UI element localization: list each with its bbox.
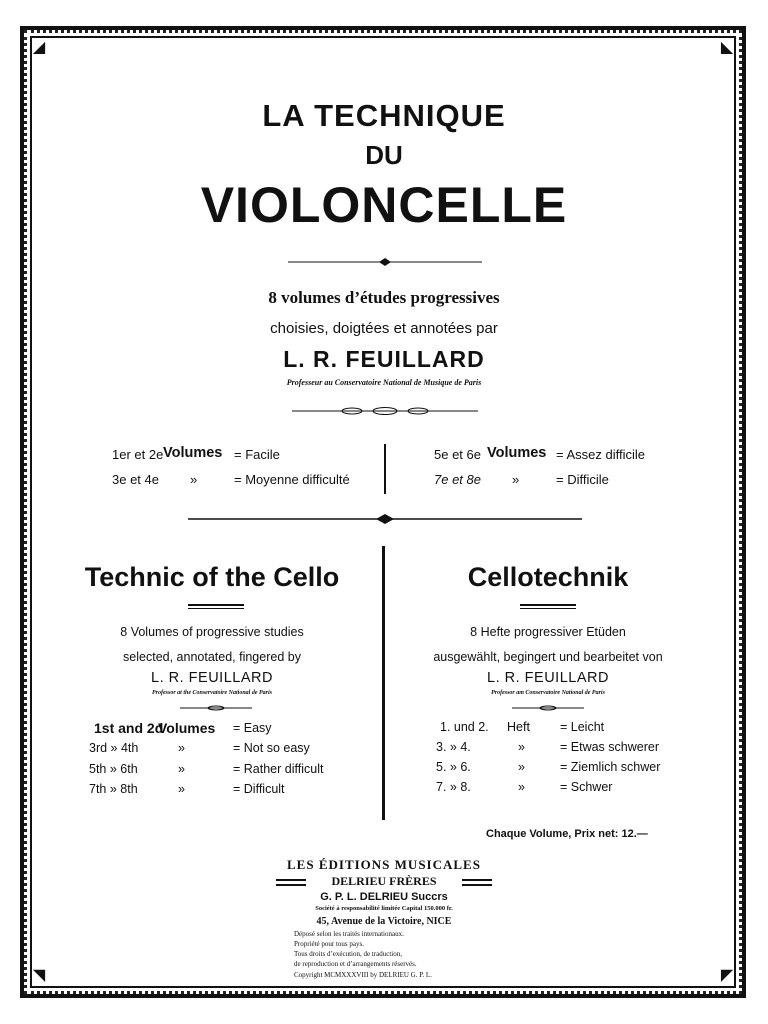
level-fr-eq: = Facile <box>234 447 280 462</box>
german-row-vols: 5. » 6. <box>436 760 471 774</box>
heading-underline <box>188 608 244 609</box>
english-row-eq: = Easy <box>233 721 272 735</box>
english-row-vols: 1st and 2d <box>94 720 164 736</box>
german-desc-2: ausgewählt, begingert und bearbeitet von <box>433 650 663 664</box>
legal-line-2: Propriété pour tous pays. <box>294 940 364 948</box>
corner-ornament-icon: ◥ <box>32 965 46 984</box>
heading-underline <box>520 604 576 606</box>
publisher-line-3: G. P. L. DELRIEU Succrs <box>320 891 448 903</box>
title-line-2: DU <box>365 140 403 170</box>
heading-underline <box>520 608 576 609</box>
german-row-eq: = Leicht <box>560 720 605 734</box>
publisher-line-2: DELRIEU FRÈRES <box>331 874 437 888</box>
level-fr-word: Volumes <box>487 445 547 461</box>
german-row-word: » <box>518 740 525 754</box>
section-divider-ornament-icon <box>188 513 582 527</box>
german-row-vols: 3. » 4. <box>436 740 471 754</box>
german-row-word: » <box>518 760 525 774</box>
english-row-word: » <box>178 762 185 776</box>
publisher-line-4: Société à responsabilité limitée Capital 150.000 fr. <box>315 905 453 912</box>
divider-ornament-icon <box>512 704 584 712</box>
price-line: Chaque Volume, Prix net: 12.— <box>486 828 648 840</box>
level-fr-vols: 7e et 8e <box>434 472 481 487</box>
divider-ornament-icon <box>292 405 478 417</box>
author-title: Professeur au Conservatoire National de Musique de Paris <box>286 378 482 387</box>
english-heading: Technic of the Cello <box>84 562 340 592</box>
legal-line-1: Déposé selon les traités internationaux. <box>294 930 404 938</box>
level-fr-word: » <box>190 472 198 487</box>
german-row-vols: 7. » 8. <box>436 780 471 794</box>
legal-line-4: de reproduction et d’arrangements réservés. <box>294 960 417 968</box>
english-row-eq: = Difficult <box>233 782 285 796</box>
level-fr-word: » <box>512 472 520 487</box>
german-row-eq: = Etwas schwerer <box>560 740 659 754</box>
english-author-title: Professor at the Conservatoire National de Paris <box>151 690 272 696</box>
english-row-word: » <box>178 782 185 796</box>
subtitle: 8 volumes d’études progressives <box>268 288 500 307</box>
level-fr-vols: 5e et 6e <box>434 447 481 462</box>
english-row-word: Volumes <box>158 720 216 736</box>
column-divider <box>382 546 385 820</box>
level-fr-eq: = Difficile <box>556 472 609 487</box>
level-fr-eq: = Moyenne difficulté <box>234 472 350 487</box>
english-row-vols: 7th » 8th <box>89 782 138 796</box>
copyright-line: Copyright MCMXXXVIII by DELRIEU G. P. L. <box>294 971 432 979</box>
corner-ornament-icon: ◣ <box>720 37 734 56</box>
heading-underline <box>188 604 244 606</box>
german-heading: Cellotechnik <box>467 562 629 592</box>
english-row-eq: = Not so easy <box>233 741 310 755</box>
german-row-word: Heft <box>507 720 530 734</box>
german-author: L. R. FEUILLARD <box>487 670 609 686</box>
corner-ornament-icon: ◢ <box>32 37 46 56</box>
divider-ornament-icon <box>288 256 482 268</box>
level-fr-eq: = Assez difficile <box>556 447 646 462</box>
corner-ornament-icon: ◤ <box>720 965 734 984</box>
legal-line-3: Tous droits d’exécution, de traduction, <box>294 950 402 958</box>
english-row-vols: 5th » 6th <box>89 762 138 776</box>
publisher-address: 45, Avenue de la Victoire, NICE <box>316 916 452 927</box>
german-row-eq: = Ziemlich schwer <box>560 760 661 774</box>
author-name: L. R. FEUILLARD <box>283 346 485 372</box>
german-desc-1: 8 Hefte progressiver Etüden <box>470 625 626 639</box>
english-row-word: » <box>178 741 185 755</box>
german-row-vols: 1. und 2. <box>440 720 489 734</box>
byline: choisies, doigtées et annotées par <box>270 320 498 337</box>
english-author: L. R. FEUILLARD <box>151 670 273 686</box>
english-row-vols: 3rd » 4th <box>89 741 139 755</box>
german-row-word: » <box>518 780 525 794</box>
german-row-eq: = Schwer <box>560 780 613 794</box>
german-author-title: Professor am Conservatoire National de Paris <box>491 690 605 696</box>
divider-ornament-icon <box>180 704 252 712</box>
level-fr-word: Volumes <box>163 445 223 461</box>
level-fr-vols: 3e et 4e <box>112 472 159 487</box>
title-main: VIOLONCELLE <box>200 177 568 233</box>
english-desc-2: selected, annotated, fingered by <box>123 650 301 664</box>
column-divider <box>384 444 386 494</box>
title-line-1: LA TECHNIQUE <box>262 98 506 133</box>
english-row-eq: = Rather difficult <box>233 762 324 776</box>
level-fr-vols: 1er et 2e <box>112 447 164 462</box>
publisher-line-1: LES ÉDITIONS MUSICALES <box>287 857 481 872</box>
english-desc-1: 8 Volumes of progressive studies <box>120 625 304 639</box>
